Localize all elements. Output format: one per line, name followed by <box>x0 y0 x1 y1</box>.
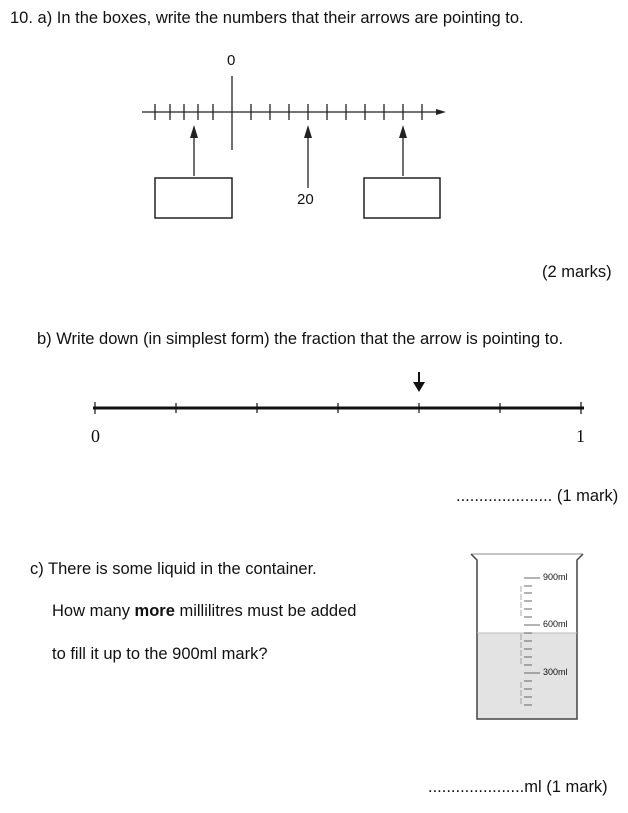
arrow-left <box>190 125 198 176</box>
arrow-right <box>399 125 407 176</box>
part-c-prompt-line3: to fill it up to the 900ml mark? <box>52 645 268 663</box>
label-zero-a: 0 <box>227 52 236 69</box>
label-one-b: 1 <box>576 426 585 446</box>
label-zero-b: 0 <box>91 426 100 446</box>
part-c-prompt-line1: c) There is some liquid in the container. <box>30 560 317 578</box>
beaker-label-300: 300ml <box>543 667 568 677</box>
part-a-prompt: 10. a) In the boxes, write the numbers that their arrows are pointing to. <box>10 9 524 27</box>
part-a-marks: (2 marks) <box>542 263 612 281</box>
arrow-down-b <box>413 372 425 392</box>
number-line-b <box>93 402 584 414</box>
number-line-a <box>142 76 446 150</box>
part-b-answer-line[interactable]: ..................... (1 mark) <box>456 487 619 505</box>
beaker-label-600: 600ml <box>543 619 568 629</box>
part-c-answer-line[interactable]: .....................ml (1 mark) <box>428 778 608 796</box>
beaker-label-900: 900ml <box>543 572 568 582</box>
label-twenty-a: 20 <box>297 191 314 208</box>
answer-box-left[interactable] <box>155 178 232 218</box>
part-b-prompt: b) Write down (in simplest form) the fraction that the arrow is pointing to. <box>37 330 564 348</box>
arrow-middle <box>304 125 312 188</box>
part-c-prompt-line2: How many more millilitres must be added <box>52 602 357 620</box>
answer-box-right[interactable] <box>364 178 440 218</box>
